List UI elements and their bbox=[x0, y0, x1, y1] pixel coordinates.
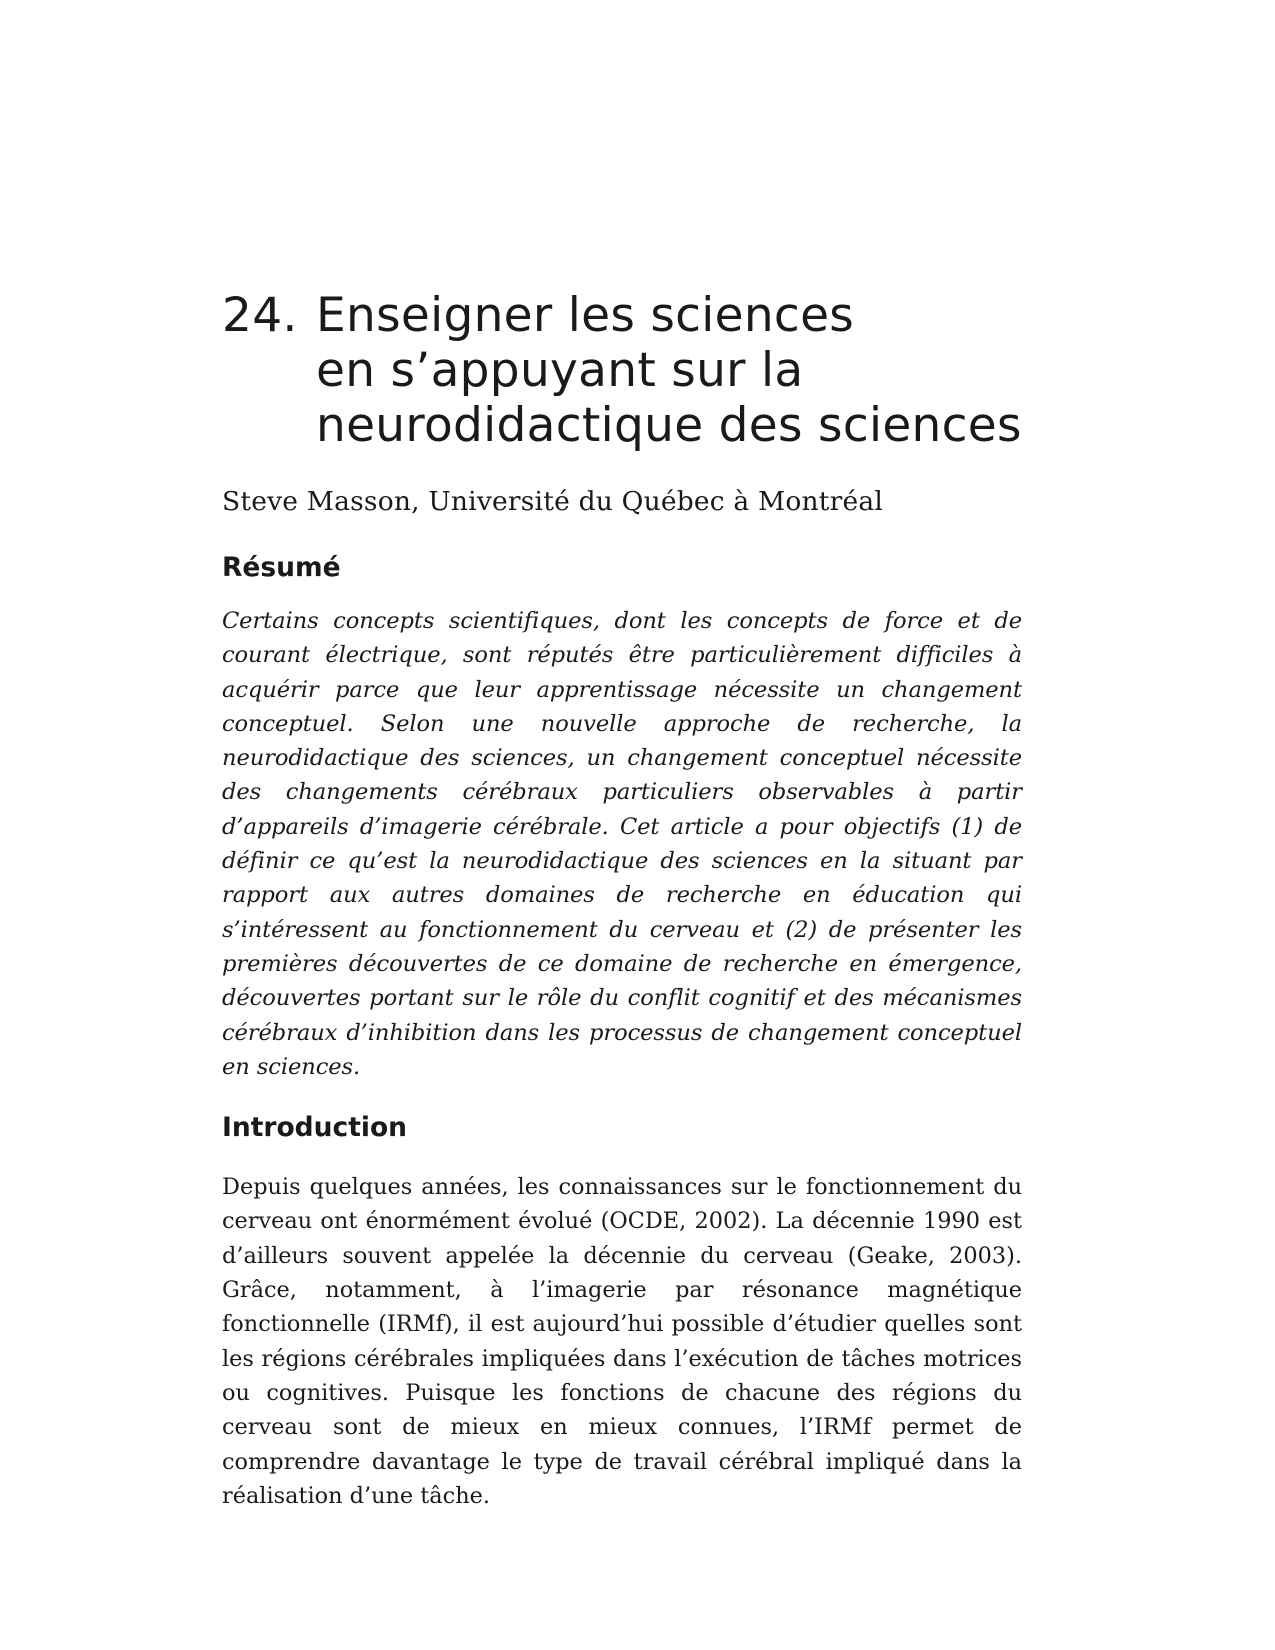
introduction-paragraph: Depuis quelques années, les connaissances sur le fonctionnement du cerveau ont énormément évolué (OCDE, 2002). La décennie 1990 est d’ailleurs souvent appelée la décennie du cerveau (Geake, 2003). Grâce, notamment, à l’imagerie par résonance magnétique fonctionnelle (IRMf), il est aujourd’hui possible d’étudier quelles sont les régions cérébrales impliquées dans l’exécution de tâches motrices ou cognitives. Puisque les fonctions de chacune des régions du cerveau sont de mieux en mieux connues, l’IRMf permet de comprendre davantage le type de travail cérébral impliqué dans la réalisation d’une tâche. bbox=[222, 1174, 1022, 1509]
document-page bbox=[222, 288, 1022, 1513]
chapter-title bbox=[222, 288, 1022, 453]
resume-heading: Résumé bbox=[222, 552, 341, 583]
chapter-number: 24. bbox=[222, 288, 298, 343]
author-affiliation: Steve Masson, Université du Québec à Montréal bbox=[222, 486, 884, 517]
chapter-title-lines bbox=[316, 288, 1022, 453]
chapter-title-line: neurodidactique des sciences bbox=[316, 398, 1022, 453]
chapter-title-line: Enseigner les sciences bbox=[316, 288, 855, 343]
abstract-text: Certains concepts scientifiques, dont les concepts de force et de courant électrique, sont réputés être particulièrement difficiles à acquérir parce que leur apprentissage nécessite un changement conceptuel. Selon une nouvelle approche de recherche, la neurodidactique des sciences, un changement conceptuel nécessite des changements cérébraux particuliers observables à partir d’appareils d’imagerie cérébrale. Cet article a pour objectifs (1) de définir ce qu’est la neurodidactique des sciences en la situant par rapport aux autres domaines de recherche en éducation qui s’intéressent au fonctionnement du cerveau et (2) de présenter les premières découvertes de ce domaine de recherche en émergence, découvertes portant sur le rôle du conflit cognitif et des mécanismes cérébraux d’inhibition dans les processus de changement conceptuel en sciences. bbox=[222, 608, 1022, 1080]
chapter-title-line: en s’appuyant sur la bbox=[316, 343, 804, 398]
introduction-heading: Introduction bbox=[222, 1112, 408, 1144]
